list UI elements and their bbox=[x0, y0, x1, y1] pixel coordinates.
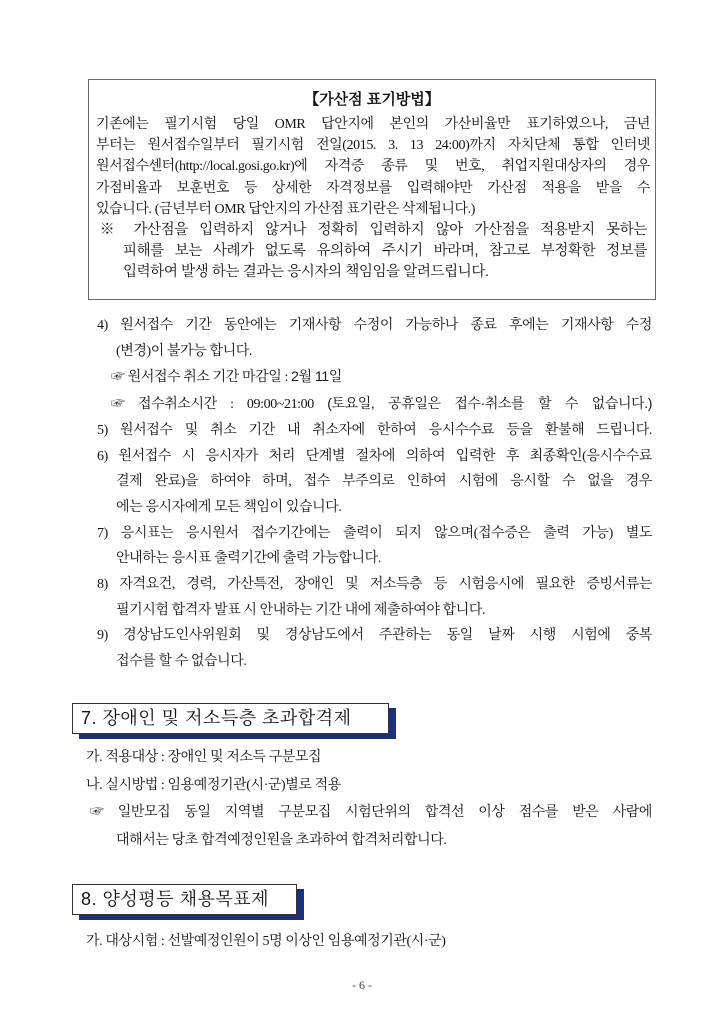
sub-note-label: ☞ 접수취소시간 : 09:00~21:00 bbox=[111, 397, 314, 413]
list-item-5-line: 5) 원서접수 및 취소 기간 내 취소자에 한하여 응시수수료 등을 환불해 드립니다. bbox=[97, 422, 652, 438]
list-item-4-line: (변경)이 불가능 합니다. bbox=[116, 343, 252, 359]
notice-box bbox=[88, 79, 656, 300]
notice-paragraph-line: 부터는 원서접수일부터 필기시험 전일(2015. 3. 13 24:00)까지 자치단체 통합 인터넷 bbox=[96, 138, 650, 154]
list-item-6-line: 에는 응시자에게 모든 책임이 있습니다. bbox=[116, 499, 342, 515]
section-8-body bbox=[86, 928, 652, 956]
sub-note-cancel-time bbox=[97, 391, 652, 418]
list-item-9-line: 접수를 할 수 없습니다. bbox=[116, 654, 247, 670]
notice-note-line: 피해를 보는 사례가 없도록 유의하여 주시기 바라며, 참고로 부정확한 정보를 bbox=[123, 243, 647, 260]
section-8-heading bbox=[72, 884, 297, 915]
sub-note-cancel-deadline bbox=[97, 364, 652, 391]
section-heading-text: 8. 양성평등 채용목표제 bbox=[81, 889, 270, 909]
list-item-4-line: 4) 원서접수 기간 동안에는 기재사항 수정이 가능하나 종료 후에는 기재사항 수정 bbox=[97, 318, 652, 333]
section-8-item: 가. 대상시험 : 선발예정인원이 5명 이상인 임용예정기관(시·군) bbox=[86, 934, 446, 949]
list-item-6-line: 6) 원서접수 시 응시자가 처리 단계별 절차에 의하여 입력한 후 최종확인(응시수수료 bbox=[97, 448, 652, 464]
notice-paragraph-line: 가점비율과 보훈번호 등 상세한 자격정보를 입력해야만 가산점 적용을 받을 수 bbox=[96, 180, 650, 196]
section-7-heading bbox=[72, 703, 389, 734]
list-item-7-line: 7) 응시표는 응시원서 접수기간에는 출력이 되지 않으며(접수증은 출력 가능) 별도 bbox=[97, 525, 652, 541]
notice-paragraph-line: 원서접수센터(http://local.gosi.go.kr)에 자격증 종류 및 번호, 취업지원대상자의 경우 bbox=[96, 159, 650, 175]
section-7-note-line: 대해서는 당초 합격예정인원을 초과하여 합격처리합니다. bbox=[116, 833, 447, 849]
section-7-body bbox=[86, 744, 652, 855]
notice-title: 【가산점 표기방법】 bbox=[304, 91, 440, 108]
notice-note-line: 입력하여 발생 하는 결과는 응시자의 책임임을 알려드립니다. bbox=[123, 264, 489, 281]
page-number: - 6 - bbox=[352, 978, 372, 992]
sub-note-date: 2월 11일 bbox=[291, 368, 342, 385]
section-7-item: 가. 적용대상 : 장애인 및 저소득 구분모집 bbox=[86, 750, 322, 765]
notice-paragraph-line: 있습니다. (금년부터 OMR 답안지의 가산점 표기란은 삭제됩니다.) bbox=[96, 201, 475, 217]
section-heading-text: 7. 장애인 및 저소득층 초과합격제 bbox=[81, 708, 352, 728]
list-item-8-line: 8) 자격요건, 경력, 가산특전, 장애인 및 저소득층 등 시험응시에 필요한 증빙서류는 bbox=[97, 577, 652, 593]
list-item-7-line: 안내하는 응시표 출력기간에 출력 가능합니다. bbox=[116, 551, 381, 567]
notice-note-line: ※ 가산점을 입력하지 않거나 정확히 입력하지 않아 가산점을 적용받지 못하는 bbox=[100, 222, 647, 239]
numbered-list bbox=[97, 313, 652, 675]
section-7-item: 나. 실시방법 : 임용예정기관(시·군)별로 적용 bbox=[86, 777, 341, 793]
list-item-6-line: 결제 완료)을 하여야 하며, 접수 부주의로 인하여 시험에 응시할 수 없을 경우 bbox=[116, 474, 652, 490]
notice-paragraph-line: 기존에는 필기시험 당일 OMR 답안지에 본인의 가산비율만 표기하였으나, 금년 bbox=[96, 117, 650, 132]
sub-note-detail: (토요일, 공휴일은 접수·취소를 할 수 없습니다.) bbox=[327, 395, 652, 412]
section-7-note-line: ☞ 일반모집 동일 지역별 구분모집 시험단위의 합격선 이상 점수를 받은 사람에 bbox=[90, 805, 652, 821]
list-item-8-line: 필기시험 합격자 발표 시 안내하는 기간 내에 제출하여야 합니다. bbox=[116, 602, 486, 618]
sub-note-label: ☞ 원서접수 취소 기간 마감일 : bbox=[111, 370, 288, 386]
list-item-9-line: 9) 경상남도인사위원회 및 경상남도에서 주관하는 동일 날짜 시행 시험에 중복 bbox=[97, 628, 652, 644]
notice-body bbox=[96, 114, 650, 284]
